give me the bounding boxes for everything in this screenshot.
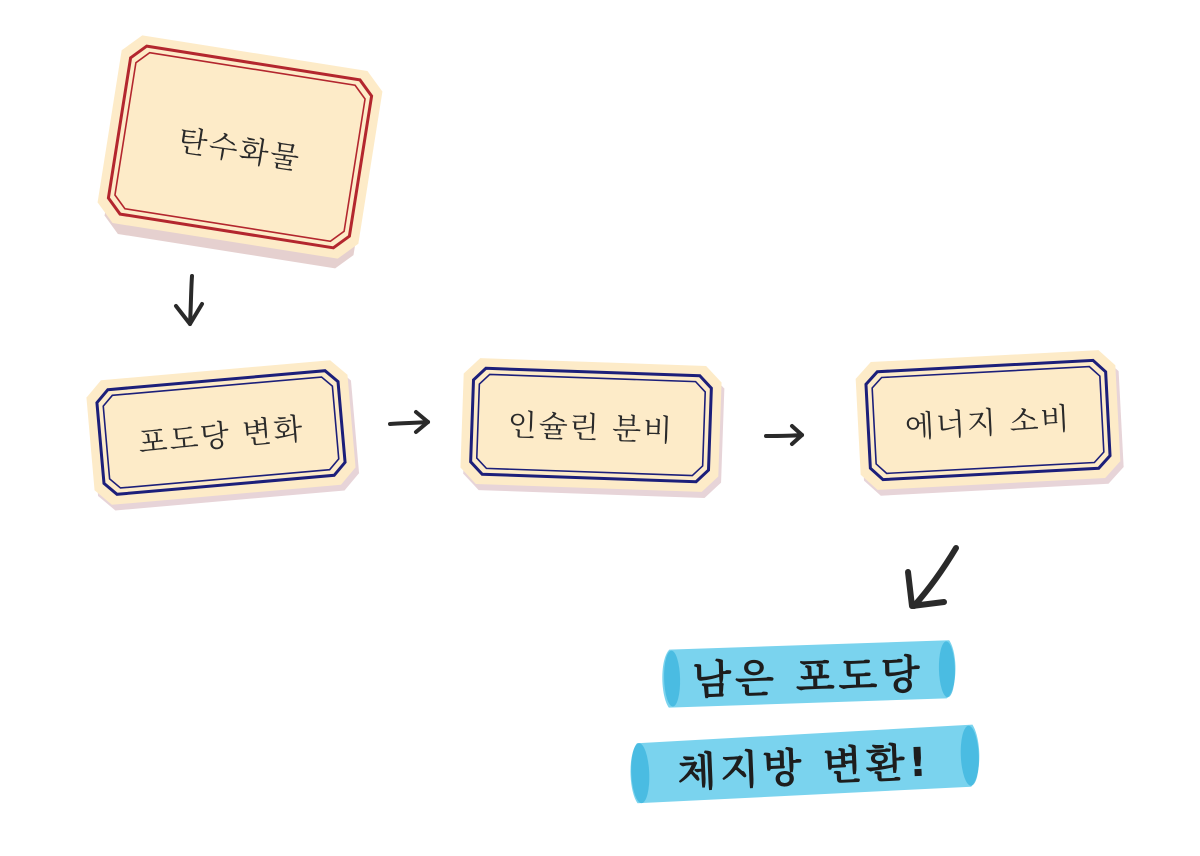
result-line-2: 체지방 변환!: [676, 738, 932, 797]
node-carbohydrate: [95, 33, 385, 262]
node-energy-consumption: [855, 349, 1121, 490]
arrow-down-icon: [166, 270, 216, 330]
node-label-glucose-change: 포도당 변화: [136, 411, 306, 461]
node-label-insulin-secretion: 인슐린 분비: [507, 408, 675, 449]
result-highlight-remaining-glucose: [655, 636, 961, 712]
node-insulin-secretion: [460, 358, 722, 493]
node-glucose-change: [85, 359, 357, 506]
result-highlight-fat-conversion: [623, 720, 986, 808]
node-label-energy-consumption: 에너지 소비: [904, 401, 1073, 446]
result-line-1: 남은 포도당: [691, 651, 925, 704]
arrow-right-icon: [762, 420, 812, 450]
arrow-down-left-icon: [898, 540, 968, 620]
node-label-carbohydrate: 탄수화물: [175, 123, 304, 178]
arrow-right-icon: [386, 408, 436, 438]
